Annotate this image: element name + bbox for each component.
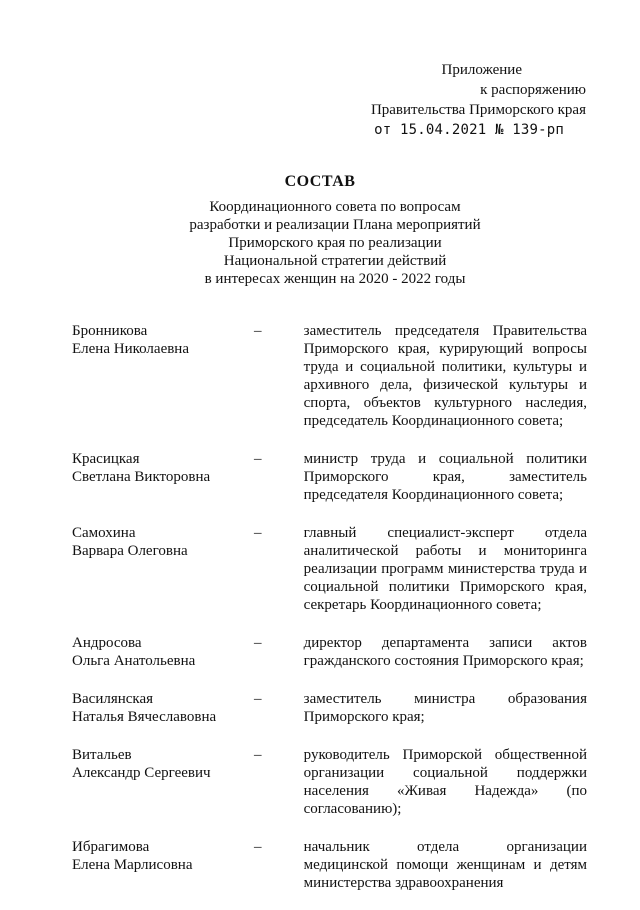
member-surname: Самохина [72,525,136,541]
member-row [72,634,587,670]
member-dash: – [253,451,262,467]
member-surname: Красицкая [72,451,140,467]
member-given-names: Елена Марлисовна [72,857,193,873]
member-dash: – [253,525,262,541]
member-name [72,524,254,614]
member-row [72,322,587,430]
member-row [72,524,587,614]
member-surname: Витальев [72,747,132,763]
appendix-order-ref: к распоряжению [480,82,586,98]
member-role: министр труда и социальной политики Приморского края, заместитель председателя Координационного совета; [303,451,587,503]
member-name [72,450,254,504]
member-surname: Василянская [72,691,154,707]
members-list [72,322,587,910]
document-title: СОСТАВ [284,173,356,190]
member-role: руководитель Приморской общественной организации социальной поддержки населения «Живая Надежда» (по согласованию); [303,747,587,817]
member-name [72,746,254,818]
member-name [72,634,254,670]
member-name [72,322,254,430]
member-role: директор департамента записи актов гражданского состояния Приморского края; [303,635,587,669]
subtitle-line: в интересах женщин на 2020 - 2022 годы [204,271,466,287]
subtitle-line: Координационного совета по вопросам [209,199,461,215]
member-role: начальник отдела организации медицинской помощи женщинам и детям министерства здравоохранения [303,839,587,891]
member-name [72,690,254,726]
member-given-names: Ольга Анатольевна [72,653,196,669]
appendix-header [326,60,586,140]
member-given-names: Светлана Викторовна [72,469,211,485]
member-role: заместитель министра образования Приморского края; [303,691,587,725]
member-row [72,690,587,726]
member-name [72,838,254,892]
member-given-names: Наталья Вячеславовна [72,709,217,725]
member-dash: – [253,747,262,763]
appendix-authority: Правительства Приморского края [370,102,586,118]
member-surname: Ибрагимова [72,839,150,855]
member-role: главный специалист-эксперт отдела аналитической работы и мониторинга реализации программ министерства труда и социальной политики Приморского края, секретарь Координационного совета; [303,525,587,613]
member-row [72,746,587,818]
member-dash: – [253,839,262,855]
member-dash: – [253,323,262,339]
member-row [72,450,587,504]
member-dash: – [253,691,262,707]
order-number: от 15.04.2021 № 139-рп [374,122,564,138]
member-surname: Бронникова [72,323,148,339]
document-subtitle [150,198,520,288]
member-role: заместитель председателя Правительства Приморского края, курирующий вопросы труда и социальной политики, культуры и архивного дела, физической культуры и спорта, объектов культурного наследия, председатель Координационного совета; [303,323,587,429]
appendix-label: Приложение [441,62,522,78]
subtitle-line: разработки и реализации Плана мероприятий [189,217,481,233]
member-surname: Андросова [72,635,142,651]
member-given-names: Александр Сергеевич [72,765,211,781]
member-dash: – [253,635,262,651]
subtitle-line: Приморского края по реализации [228,235,442,251]
subtitle-line: Национальной стратегии действий [223,253,447,269]
member-given-names: Варвара Олеговна [72,543,188,559]
member-given-names: Елена Николаевна [72,341,189,357]
member-row [72,838,587,892]
